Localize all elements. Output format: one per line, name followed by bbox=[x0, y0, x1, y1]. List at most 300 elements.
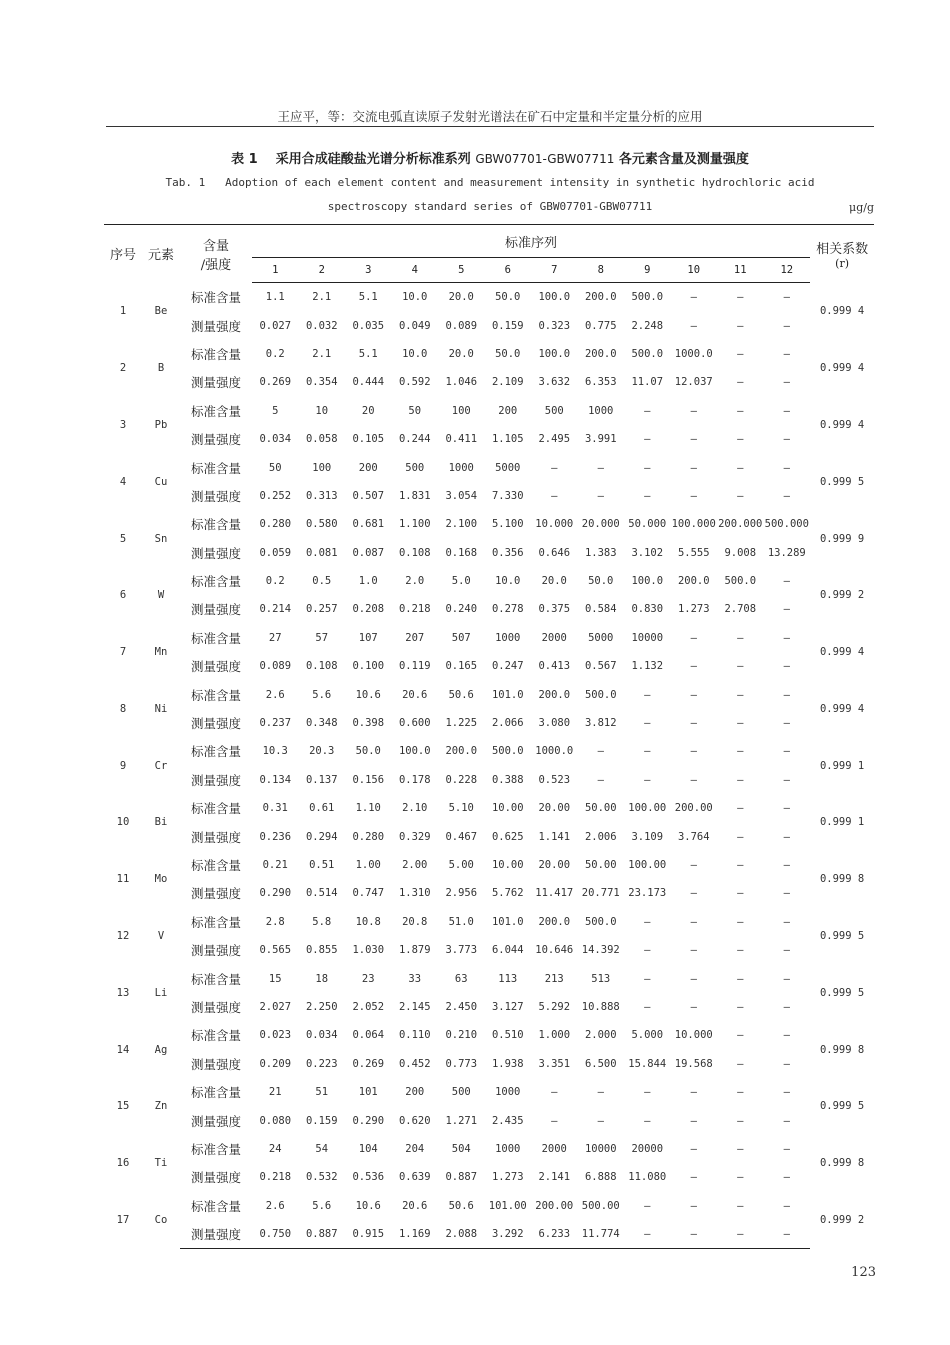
intensity-value: 0.278 bbox=[491, 603, 524, 616]
correlation-coefficient: 0.999 8 bbox=[819, 1157, 865, 1170]
content-label: 标准含量 bbox=[190, 971, 241, 987]
content-value: 100.000 bbox=[671, 518, 716, 531]
intensity-value: 0.208 bbox=[352, 603, 385, 616]
correlation-coefficient: 0.999 2 bbox=[819, 589, 865, 602]
content-label: 标准含量 bbox=[190, 289, 241, 305]
intensity-value: 0.294 bbox=[305, 830, 338, 843]
table-row-intensity bbox=[104, 1050, 874, 1078]
intensity-value: 3.109 bbox=[631, 830, 664, 843]
page-number: 123 bbox=[851, 1265, 876, 1280]
content-value: 5.00 bbox=[448, 859, 474, 871]
intensity-value: 15.844 bbox=[628, 1057, 667, 1070]
content-label: 标准含量 bbox=[190, 517, 241, 533]
intensity-value: 3.773 bbox=[445, 944, 478, 957]
intensity-value: 0.049 bbox=[398, 319, 431, 332]
content-value: 5.6 bbox=[312, 1199, 332, 1212]
content-value: – bbox=[737, 1142, 744, 1155]
intensity-value: 0.329 bbox=[398, 830, 431, 843]
content-value: 54 bbox=[315, 1142, 329, 1155]
element-symbol: Mo bbox=[154, 873, 168, 886]
intensity-value: – bbox=[597, 1114, 604, 1127]
content-value: 100 bbox=[451, 404, 471, 417]
element-symbol: V bbox=[157, 929, 165, 942]
content-label: 标准含量 bbox=[190, 403, 241, 419]
content-value: – bbox=[783, 1029, 790, 1042]
content-value: 200.0 bbox=[584, 347, 617, 360]
intensity-value: – bbox=[644, 433, 651, 446]
content-value: – bbox=[737, 1199, 744, 1212]
content-value: 200.00 bbox=[674, 802, 713, 815]
intensity-value: – bbox=[551, 1114, 558, 1127]
intensity-value: 0.257 bbox=[305, 603, 338, 616]
caption-label: 表 1 bbox=[231, 152, 258, 167]
content-value: 107 bbox=[358, 631, 378, 644]
intensity-value: 1.310 bbox=[398, 887, 431, 900]
content-value: 101.0 bbox=[491, 915, 524, 928]
intensity-value: 1.273 bbox=[677, 603, 710, 616]
content-value: 50.6 bbox=[448, 1199, 474, 1212]
content-value: 20.0 bbox=[448, 347, 474, 360]
intensity-value: 0.244 bbox=[398, 433, 431, 446]
content-value: 21 bbox=[268, 1086, 282, 1099]
intensity-value: 5.555 bbox=[677, 546, 710, 559]
intensity-value: 0.058 bbox=[305, 433, 338, 446]
intensity-value: – bbox=[737, 944, 744, 957]
row-number: 17 bbox=[116, 1214, 130, 1227]
table-row-content bbox=[104, 737, 874, 765]
table-row-content bbox=[104, 1192, 874, 1220]
content-value: 113 bbox=[498, 972, 518, 985]
series-number-header: 3 bbox=[345, 258, 392, 283]
content-value: – bbox=[783, 1086, 790, 1099]
table-row-content bbox=[104, 510, 874, 538]
content-value: – bbox=[783, 1142, 790, 1155]
intensity-value: 0.290 bbox=[352, 1114, 385, 1127]
intensity-value: 12.037 bbox=[674, 376, 713, 389]
content-value: – bbox=[737, 347, 744, 360]
intensity-value: 0.620 bbox=[398, 1114, 431, 1127]
content-value: 500.0 bbox=[584, 915, 617, 928]
content-value: – bbox=[690, 291, 697, 304]
element-symbol: Ni bbox=[154, 702, 168, 715]
row-number: 7 bbox=[119, 646, 127, 659]
intensity-value: 2.495 bbox=[538, 433, 571, 446]
row-number: 3 bbox=[119, 418, 127, 431]
intensity-value: – bbox=[737, 717, 744, 730]
content-value: 200.00 bbox=[535, 1199, 574, 1212]
content-value: 100.0 bbox=[538, 347, 571, 360]
intensity-value: 0.600 bbox=[398, 717, 431, 730]
intensity-value: 0.089 bbox=[259, 660, 292, 673]
intensity-value: – bbox=[690, 717, 697, 730]
content-value: 500.0 bbox=[491, 745, 524, 758]
intensity-value: 3.764 bbox=[677, 830, 710, 843]
content-value: – bbox=[551, 461, 558, 474]
intensity-value: 3.080 bbox=[538, 717, 571, 730]
intensity-value: – bbox=[690, 1000, 697, 1013]
intensity-value: 6.044 bbox=[491, 944, 524, 957]
row-number: 2 bbox=[119, 362, 127, 375]
content-label: 标准含量 bbox=[190, 460, 241, 476]
element-symbol: Bi bbox=[154, 816, 168, 829]
content-value: 200 bbox=[405, 1086, 425, 1099]
intensity-value: 0.228 bbox=[445, 773, 478, 786]
table-caption-en-line1: Tab. 1 Adoption of each element content and measurement intensity in synthetic hydrochloric acid bbox=[165, 176, 815, 189]
content-value: 0.5 bbox=[312, 575, 332, 588]
content-value: 2.100 bbox=[445, 518, 478, 531]
content-value: – bbox=[783, 915, 790, 928]
content-value: 10.000 bbox=[535, 518, 574, 531]
table-row-intensity bbox=[104, 766, 874, 794]
content-value: 20.00 bbox=[538, 802, 571, 815]
content-value: 100.00 bbox=[628, 802, 667, 815]
intensity-value: – bbox=[783, 773, 790, 786]
intensity-value: – bbox=[783, 660, 790, 673]
intensity-value: 0.159 bbox=[491, 319, 524, 332]
intensity-value: 0.269 bbox=[259, 376, 292, 389]
intensity-value: 20.771 bbox=[581, 887, 620, 900]
intensity-value: 0.398 bbox=[352, 717, 385, 730]
intensity-value: 10.646 bbox=[535, 944, 574, 957]
content-value: 5 bbox=[272, 404, 279, 417]
content-value: – bbox=[644, 915, 651, 928]
header-kind-line2: /强度 bbox=[200, 257, 232, 273]
element-symbol: Co bbox=[154, 1214, 168, 1227]
content-value: 1.00 bbox=[355, 859, 381, 871]
content-value: 0.034 bbox=[305, 1029, 338, 1042]
content-value: 5.1 bbox=[358, 347, 378, 360]
content-value: 20.0 bbox=[541, 575, 567, 588]
content-value: – bbox=[690, 1199, 697, 1212]
intensity-value: 0.178 bbox=[398, 773, 431, 786]
intensity-value: 0.059 bbox=[259, 546, 292, 559]
unit-label: μg/g bbox=[849, 201, 874, 214]
content-value: – bbox=[737, 802, 744, 815]
intensity-value: 0.108 bbox=[305, 660, 338, 673]
intensity-value: – bbox=[737, 1171, 744, 1184]
intensity-value: – bbox=[737, 887, 744, 900]
intensity-value: 6.353 bbox=[584, 376, 617, 389]
intensity-value: 0.032 bbox=[305, 319, 338, 332]
intensity-value: – bbox=[783, 1114, 790, 1127]
content-value: 2.0 bbox=[405, 575, 425, 588]
intensity-value: – bbox=[690, 773, 697, 786]
intensity-value: 0.452 bbox=[398, 1057, 431, 1070]
intensity-value: – bbox=[737, 319, 744, 332]
content-value: 20.6 bbox=[402, 1199, 428, 1212]
intensity-value: – bbox=[737, 830, 744, 843]
row-number: 11 bbox=[116, 873, 130, 886]
content-value: – bbox=[783, 575, 790, 588]
series-number-header: 7 bbox=[531, 258, 578, 283]
content-value: 2.1 bbox=[312, 347, 332, 360]
intensity-value: 1.169 bbox=[392, 1220, 439, 1249]
content-value: 2.10 bbox=[402, 802, 428, 815]
intensity-value: 1.879 bbox=[398, 944, 431, 957]
intensity-value: 0.240 bbox=[445, 603, 478, 616]
intensity-value: – bbox=[644, 1000, 651, 1013]
content-value: 5.6 bbox=[312, 688, 332, 701]
content-value: 1000.0 bbox=[674, 347, 713, 360]
intensity-value: 1.105 bbox=[491, 433, 524, 446]
content-value: 5.10 bbox=[448, 802, 474, 815]
content-value: 204 bbox=[405, 1142, 425, 1155]
intensity-value: 2.145 bbox=[398, 1000, 431, 1013]
table-row-intensity bbox=[104, 1106, 874, 1134]
content-value: 50.00 bbox=[584, 802, 617, 815]
content-value: 0.2 bbox=[265, 575, 285, 588]
content-label: 标准含量 bbox=[190, 1085, 241, 1101]
content-value: 50.000 bbox=[628, 518, 667, 531]
content-label: 标准含量 bbox=[190, 1198, 241, 1214]
intensity-value: 2.450 bbox=[445, 1000, 478, 1013]
intensity-value: – bbox=[764, 1220, 811, 1249]
content-value: 0.2 bbox=[265, 347, 285, 360]
intensity-label: 测量强度 bbox=[190, 545, 241, 561]
intensity-label: 测量强度 bbox=[180, 1220, 252, 1249]
content-value: – bbox=[597, 461, 604, 474]
series-number-header: 6 bbox=[485, 258, 532, 283]
intensity-value: – bbox=[737, 1000, 744, 1013]
intensity-value: 0.775 bbox=[584, 319, 617, 332]
content-value: 500.0 bbox=[631, 291, 664, 304]
content-value: 5.1 bbox=[358, 291, 378, 304]
content-value: – bbox=[690, 688, 697, 701]
intensity-label: 测量强度 bbox=[190, 999, 241, 1015]
intensity-label: 测量强度 bbox=[190, 716, 241, 732]
series-number-header: 9 bbox=[624, 258, 671, 283]
correlation-coefficient: 0.999 1 bbox=[819, 816, 865, 829]
content-value: 0.61 bbox=[309, 802, 335, 815]
intensity-value: 0.750 bbox=[252, 1220, 299, 1249]
table-row-intensity bbox=[104, 1163, 874, 1191]
content-value: – bbox=[644, 1086, 651, 1099]
intensity-value: 0.252 bbox=[259, 489, 292, 502]
table-row-content bbox=[104, 340, 874, 368]
intensity-label: 测量强度 bbox=[190, 886, 241, 902]
intensity-value: 0.134 bbox=[259, 773, 292, 786]
intensity-value: 6.888 bbox=[584, 1171, 617, 1184]
content-value: 0.110 bbox=[398, 1029, 431, 1042]
table-row-intensity bbox=[104, 539, 874, 567]
content-value: 1.100 bbox=[398, 518, 431, 531]
intensity-value: 5.762 bbox=[491, 887, 524, 900]
content-value: 50.0 bbox=[588, 575, 614, 588]
element-symbol: Cu bbox=[154, 475, 168, 488]
intensity-value: 2.708 bbox=[724, 603, 757, 616]
intensity-value: 9.008 bbox=[724, 546, 757, 559]
content-value: 500 bbox=[405, 461, 425, 474]
row-number: 1 bbox=[119, 305, 127, 318]
intensity-value: – bbox=[644, 773, 651, 786]
content-value: – bbox=[783, 404, 790, 417]
content-value: 10.3 bbox=[262, 745, 288, 758]
content-value: 50.0 bbox=[495, 347, 521, 360]
intensity-value: 0.646 bbox=[538, 546, 571, 559]
content-value: 0.681 bbox=[352, 518, 385, 531]
header-seq: 序号 bbox=[104, 225, 142, 283]
element-symbol: Li bbox=[154, 986, 168, 999]
content-value: – bbox=[783, 461, 790, 474]
series-number-header: 10 bbox=[671, 258, 718, 283]
content-value: – bbox=[783, 1199, 790, 1212]
table-row-intensity bbox=[104, 425, 874, 453]
intensity-value: – bbox=[690, 319, 697, 332]
intensity-value: 1.225 bbox=[445, 717, 478, 730]
row-number: 4 bbox=[119, 475, 127, 488]
table-row-intensity bbox=[104, 709, 874, 737]
table-row-intensity bbox=[104, 993, 874, 1021]
correlation-coefficient: 0.999 4 bbox=[819, 646, 865, 659]
series-number-header: 1 bbox=[252, 258, 299, 283]
intensity-value: – bbox=[783, 717, 790, 730]
element-symbol: W bbox=[157, 589, 165, 602]
content-value: 15 bbox=[268, 972, 282, 985]
intensity-value: – bbox=[783, 830, 790, 843]
header-correlation bbox=[810, 225, 874, 283]
content-value: – bbox=[644, 972, 651, 985]
content-label: 标准含量 bbox=[190, 801, 241, 817]
intensity-value: 2.006 bbox=[584, 830, 617, 843]
content-value: 1000 bbox=[448, 461, 474, 474]
intensity-value: – bbox=[783, 1171, 790, 1184]
content-value: – bbox=[690, 1142, 697, 1155]
standard-series-table bbox=[104, 224, 874, 1249]
intensity-value: 19.568 bbox=[674, 1057, 713, 1070]
intensity-value: 3.351 bbox=[538, 1057, 571, 1070]
content-value: – bbox=[783, 631, 790, 644]
content-value: 33 bbox=[408, 972, 422, 985]
content-value: 507 bbox=[451, 631, 471, 644]
intensity-value: 3.127 bbox=[491, 1000, 524, 1013]
content-value: 200 bbox=[358, 461, 378, 474]
intensity-label: 测量强度 bbox=[190, 602, 241, 618]
content-value: 100.0 bbox=[631, 575, 664, 588]
intensity-value: 0.081 bbox=[305, 546, 338, 559]
intensity-value: – bbox=[737, 660, 744, 673]
content-value: – bbox=[690, 404, 697, 417]
row-number: 5 bbox=[119, 532, 127, 545]
content-value: 5.100 bbox=[491, 518, 524, 531]
series-number-header: 11 bbox=[717, 258, 764, 283]
content-value: 2.8 bbox=[265, 915, 285, 928]
intensity-value: 0.467 bbox=[445, 830, 478, 843]
content-value: – bbox=[690, 972, 697, 985]
series-number-header: 12 bbox=[764, 258, 811, 283]
content-value: 200.000 bbox=[718, 518, 763, 531]
content-label: 标准含量 bbox=[190, 1028, 241, 1044]
content-value: 2.6 bbox=[265, 688, 285, 701]
element-symbol: Cr bbox=[154, 759, 168, 772]
intensity-value: 0.223 bbox=[305, 1057, 338, 1070]
intensity-value: 0.773 bbox=[445, 1057, 478, 1070]
content-value: – bbox=[737, 1029, 744, 1042]
intensity-label: 测量强度 bbox=[190, 318, 241, 334]
content-value: 57 bbox=[315, 631, 329, 644]
content-value: 500.0 bbox=[584, 688, 617, 701]
intensity-value: 6.233 bbox=[531, 1220, 578, 1249]
intensity-value: 0.237 bbox=[259, 717, 292, 730]
content-value: – bbox=[644, 745, 651, 758]
element-symbol: Be bbox=[154, 305, 168, 318]
header-kind bbox=[180, 225, 252, 283]
intensity-value: 11.417 bbox=[535, 887, 574, 900]
intensity-value: 1.132 bbox=[631, 660, 664, 673]
intensity-value: – bbox=[671, 1220, 718, 1249]
intensity-value: 0.087 bbox=[352, 546, 385, 559]
content-label: 标准含量 bbox=[190, 744, 241, 760]
intensity-value: – bbox=[783, 603, 790, 616]
intensity-value: – bbox=[597, 773, 604, 786]
intensity-value: 0.035 bbox=[352, 319, 385, 332]
intensity-value: 0.348 bbox=[305, 717, 338, 730]
intensity-value: – bbox=[783, 319, 790, 332]
table-row-intensity bbox=[104, 822, 874, 850]
intensity-value: – bbox=[717, 1220, 764, 1249]
element-symbol: Ag bbox=[154, 1043, 168, 1056]
element-symbol: B bbox=[157, 362, 165, 375]
content-value: – bbox=[690, 631, 697, 644]
content-value: 2.000 bbox=[584, 1029, 617, 1042]
content-value: – bbox=[690, 745, 697, 758]
table-row-content bbox=[104, 794, 874, 822]
intensity-value: 3.812 bbox=[584, 717, 617, 730]
intensity-value: 3.054 bbox=[445, 489, 478, 502]
intensity-value: – bbox=[737, 1057, 744, 1070]
content-value: 207 bbox=[405, 631, 425, 644]
correlation-coefficient: 0.999 4 bbox=[819, 702, 865, 715]
intensity-value: 1.271 bbox=[445, 1114, 478, 1127]
caption-title-end: 各元素含量及测量强度 bbox=[618, 152, 749, 167]
correlation-coefficient: 0.999 8 bbox=[819, 1043, 865, 1056]
intensity-value: – bbox=[737, 433, 744, 446]
intensity-value: 1.030 bbox=[352, 944, 385, 957]
intensity-value: – bbox=[690, 489, 697, 502]
content-value: 5000 bbox=[588, 631, 614, 644]
intensity-value: 0.584 bbox=[584, 603, 617, 616]
intensity-value: 0.137 bbox=[305, 773, 338, 786]
table-body bbox=[104, 283, 874, 1249]
content-value: 50 bbox=[268, 461, 282, 474]
content-value: – bbox=[690, 461, 697, 474]
content-value: – bbox=[737, 404, 744, 417]
intensity-value: 3.292 bbox=[485, 1220, 532, 1249]
intensity-label: 测量强度 bbox=[190, 772, 241, 788]
content-value: 5000 bbox=[495, 461, 521, 474]
content-value: 63 bbox=[454, 972, 468, 985]
content-value: 2.1 bbox=[312, 291, 332, 304]
content-label: 标准含量 bbox=[190, 630, 241, 646]
intensity-value: 1.273 bbox=[491, 1171, 524, 1184]
series-number-header: 8 bbox=[578, 258, 625, 283]
intensity-value: 0.313 bbox=[305, 489, 338, 502]
content-value: – bbox=[690, 1086, 697, 1099]
intensity-value: 0.413 bbox=[538, 660, 571, 673]
intensity-value: 0.411 bbox=[445, 433, 478, 446]
content-value: 500.0 bbox=[631, 347, 664, 360]
intensity-value: 0.247 bbox=[491, 660, 524, 673]
content-value: 200.0 bbox=[584, 291, 617, 304]
intensity-label: 测量强度 bbox=[190, 432, 241, 448]
intensity-value: 0.747 bbox=[352, 887, 385, 900]
content-value: – bbox=[783, 291, 790, 304]
content-value: – bbox=[644, 1199, 651, 1212]
intensity-value: 11.07 bbox=[631, 376, 664, 389]
intensity-value: 3.102 bbox=[631, 546, 664, 559]
intensity-value: – bbox=[783, 1000, 790, 1013]
intensity-label: 测量强度 bbox=[190, 1170, 241, 1186]
content-value: – bbox=[737, 461, 744, 474]
